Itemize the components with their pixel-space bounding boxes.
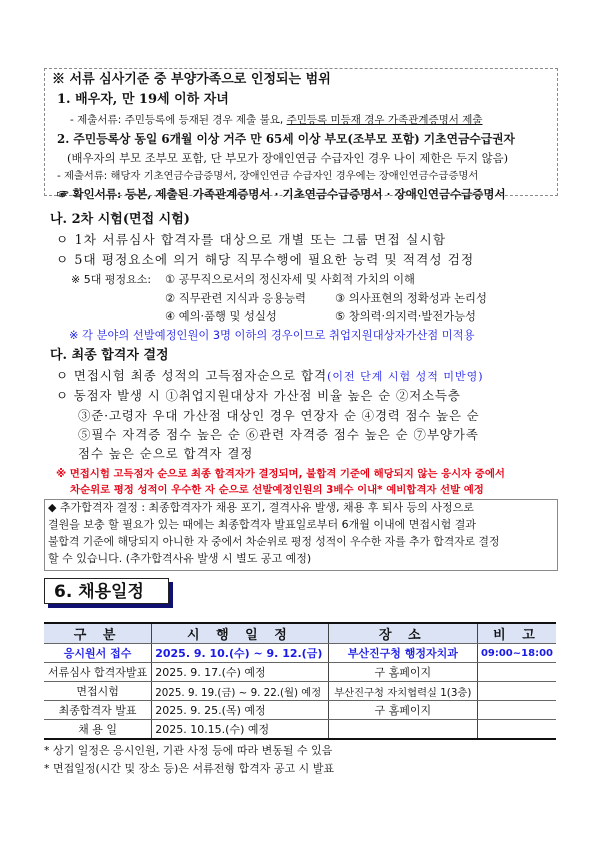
row-place: 구 홈페이지 <box>328 663 477 682</box>
row-schedule: 2025. 9. 17.(수) 예정 <box>152 663 328 682</box>
additional-line-3: 불합격 기준에 해당되지 아니한 자 중에서 차순위로 평정 성적이 우수한 자를 추가 합격자로 결정 <box>48 535 500 548</box>
criteria-4: ④ 예의·품행 및 성실성 <box>165 310 277 323</box>
criteria-2: ② 직무관련 지식과 응용능력 <box>165 292 306 305</box>
header-place: 장 소 <box>328 623 477 644</box>
pointing-hand-icon: ☞ <box>57 187 69 201</box>
row-category: 서류심사 합격자발표 <box>44 663 152 682</box>
criteria-5: ⑤ 창의력·의지력·발전가능성 <box>335 310 476 323</box>
confirm-docs-line: ☞ 확인서류: 등본, 제출된 가족관계증명서 · 기초연금수급증명서 · 장애인연금수급증명서 <box>57 187 506 201</box>
row-note <box>477 701 556 720</box>
row-schedule: 2025. 10.15.(수) 예정 <box>152 720 328 740</box>
row-category: 응시원서 접수 <box>44 644 152 663</box>
schedule-header-row <box>44 623 556 644</box>
row-place: 구 홈페이지 <box>328 701 477 720</box>
row-note <box>477 663 556 682</box>
row-place: 부산진구청 자치협력실 1(3층) <box>328 682 477 701</box>
additional-line-1: ◆ 추가합격자 결정 : 최종합격자가 채용 포기, 결격사유 발생, 채용 후 퇴사 등의 사정으로 <box>48 501 474 514</box>
header-schedule: 시 행 일 정 <box>152 623 328 644</box>
row-category: 채 용 일 <box>44 720 152 740</box>
row-note <box>477 682 556 701</box>
previous-stage-note: (이전 단계 시험 성적 미반영) <box>327 370 484 383</box>
dependents-item-1-docs: - 제출서류: 주민등록에 등재된 경우 제출 불요, 주민등록 미등재 경우 가족관계증명서 제출 <box>70 114 483 126</box>
header-note: 비 고 <box>477 623 556 644</box>
row-note <box>477 720 556 740</box>
additional-line-2: 결원을 보충 할 필요가 있는 때에는 최종합격자 발표일로부터 6개월 이내에 면접시험 결과 <box>48 518 476 531</box>
dependents-item-2: 2. 주민등록상 동일 6개월 이상 거주 만 65세 이상 부모(조부모 포함) 기초연금수급권자 <box>57 132 515 146</box>
dependents-item-2-note: (배우자의 부모 조부모 포함, 단 부모가 장애인연금 수급자인 경우 나이 제한은 두지 않음) <box>67 151 509 165</box>
reserve-note-line-2: 차순위로 평정 성적이 우수한 자 순으로 선발예정인원의 3배수 이내* 예비합격자 선발 예정 <box>70 484 484 496</box>
dependents-item-2-docs: - 제출서류: 해당자 기초연금수급증명서, 장애인연금 수급자인 경우에는 장애인연금수급증명서 <box>57 170 479 182</box>
header-category: 구 분 <box>44 623 152 644</box>
no-bonus-note: ※ 각 분야의 선발예정인원이 3명 이하의 경우이므로 취업지원대상자가산점 미적용 <box>69 329 475 342</box>
section-da-bullet-1: ㅇ 면접시험 최종 성적의 고득점자순으로 합격(이전 단계 시험 성적 미반영) <box>56 368 484 383</box>
row-schedule: 2025. 9. 19.(금) ~ 9. 22.(월) 예정 <box>152 682 328 701</box>
row-category: 최종합격자 발표 <box>44 701 152 720</box>
section-na-heading: 나. 2차 시험(면접 시험) <box>50 212 190 227</box>
table-row <box>44 663 556 682</box>
criteria-label: ※ 5대 평정요소: <box>71 273 152 286</box>
dependents-title: ※ 서류 심사기준 중 부양가족으로 인정되는 범위 <box>52 72 331 87</box>
table-row <box>44 701 556 720</box>
tie-rule-line-4: 점수 높은 순으로 합격자 결정 <box>78 446 254 461</box>
row-place: 부산진구청 행정자치과 <box>328 644 477 663</box>
reserve-note-line-1: ※ 면접시험 고득점자 순으로 최종 합격자가 결정되며, 불합격 기준에 해당되지 않는 응시자 중에서 <box>56 468 505 480</box>
underlined-docs-note: 주민등록 미등재 경우 가족관계증명서 제출 <box>286 114 483 126</box>
additional-line-4: 할 수 있습니다. (추가합격사유 발생 시 별도 공고 예정) <box>48 552 312 565</box>
section-na-bullet-1: ㅇ 1차 서류심사 합격자를 대상으로 개별 또는 그룹 면접 실시함 <box>56 232 447 247</box>
table-row <box>44 720 556 740</box>
row-note: 09:00~18:00 <box>477 644 556 663</box>
tie-rule-line-1: ㅇ 동점자 발생 시 ①취업지원대상자 가산점 비율 높은 순 ②저소득층 <box>56 388 461 403</box>
criteria-1: ① 공무직으로서의 정신자세 및 사회적 가치의 이해 <box>165 273 415 286</box>
section-na-bullet-2: ㅇ 5대 평정요소에 의거 해당 직무수행에 필요한 능력 및 적격성 검정 <box>56 252 475 267</box>
table-row <box>44 682 556 701</box>
footnote-1: * 상기 일정은 응시인원, 기관 사정 등에 따라 변동될 수 있음 <box>44 744 333 757</box>
tie-rule-line-3: ⑤필수 자격증 점수 높은 순 ⑥관련 자격증 점수 높은 순 ⑦부양가족 <box>78 427 479 442</box>
row-place <box>328 720 477 740</box>
row-schedule: 2025. 9. 10.(수) ~ 9. 12.(금) <box>152 644 328 663</box>
dependents-item-1: 1. 배우자, 만 19세 이하 자녀 <box>57 92 229 107</box>
table-row <box>44 644 556 663</box>
criteria-3: ③ 의사표현의 정확성과 논리성 <box>335 292 487 305</box>
section-6-heading: 6. 채용일정 <box>44 578 169 604</box>
tie-rule-line-2: ③준·고령자 우대 가산점 대상인 경우 연장자 순 ④경력 점수 높은 순 <box>78 408 480 423</box>
section-da-heading: 다. 최종 합격자 결정 <box>50 348 169 363</box>
footnote-2: * 면접일정(시간 및 장소 등)은 서류전형 합격자 공고 시 발표 <box>44 762 334 775</box>
schedule-table <box>44 622 556 740</box>
row-schedule: 2025. 9. 25.(목) 예정 <box>152 701 328 720</box>
row-category: 면접시험 <box>44 682 152 701</box>
